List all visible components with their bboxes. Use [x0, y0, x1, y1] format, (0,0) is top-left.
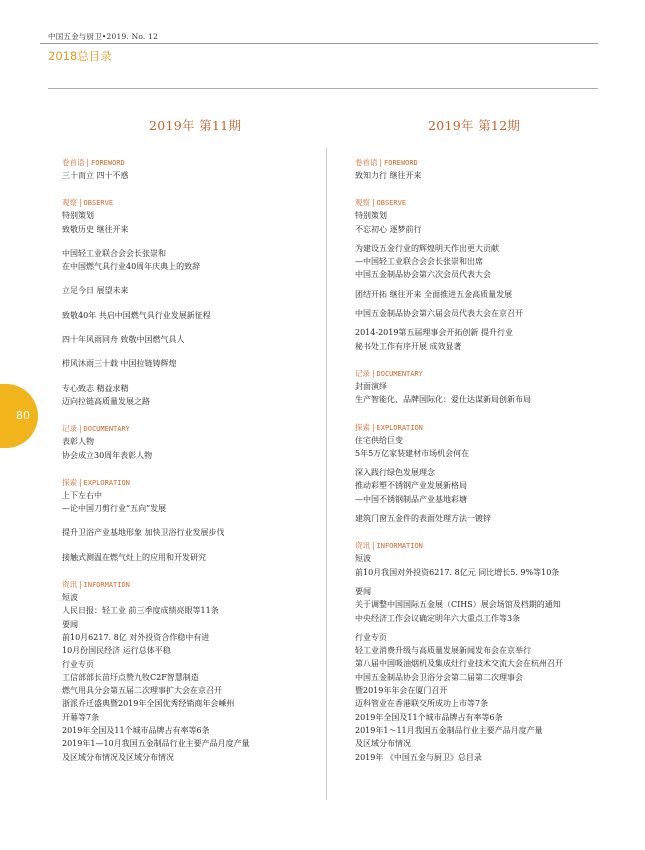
section-label-cn: 卷首语	[355, 158, 378, 167]
toc-entry[interactable]	[62, 551, 320, 564]
toc-entry-line: 特别策划	[355, 211, 387, 221]
toc-entry-line: 2019年全国及11个城市品牌占有率等6条	[62, 726, 210, 736]
toc-entry-line: 第八届中国吸油烟机及集成灶行业技术交流大会在杭州召开	[355, 659, 563, 669]
toc-entry-line: 表彰人物	[62, 437, 94, 447]
toc-section	[62, 564, 320, 764]
toc-entry[interactable]	[355, 631, 605, 764]
toc-section	[62, 157, 320, 182]
section-label	[355, 197, 605, 209]
toc-entry[interactable]	[62, 382, 320, 409]
header-rule	[40, 43, 598, 44]
toc-entry-line: 短波	[62, 593, 78, 603]
toc-entry-line: 秘书处工作有序开展 成效显著	[355, 341, 462, 351]
section-label	[62, 477, 320, 489]
section-label	[62, 423, 320, 435]
item-gap	[62, 515, 320, 526]
section-gap	[355, 353, 605, 368]
section-label-divider: |	[372, 368, 375, 378]
item-gap	[62, 298, 320, 309]
section-label	[355, 422, 605, 434]
toc-column-left	[62, 157, 320, 764]
section-label-cn: 资讯	[355, 541, 370, 551]
toc-entry[interactable]	[62, 591, 320, 764]
toc-entry-line: 人民日报：轻工业 前三季度成绩亮眼等11条	[62, 606, 219, 616]
toc-entry-line: 特别策划	[62, 211, 94, 221]
toc-entry-line: 协会成立30周年表彰人物	[62, 450, 153, 460]
section-gap	[355, 525, 605, 540]
toc-entry[interactable]	[62, 435, 320, 462]
item-gap	[62, 322, 320, 333]
item-gap	[62, 540, 320, 551]
toc-entry[interactable]	[355, 466, 605, 506]
toc-section	[62, 408, 320, 462]
toc-section	[62, 462, 320, 564]
section-label-cn: 观察	[62, 198, 77, 208]
section-label	[355, 368, 605, 380]
toc-entry-line: 封面演绎	[355, 381, 387, 391]
toc-entry-line: 立足今日 展望未来	[62, 286, 129, 296]
toc-entry-line: 及区域分布情况及区域分布情况	[62, 752, 174, 762]
section-gap	[62, 564, 320, 579]
toc-entry-line: 开幕等7条	[62, 712, 100, 722]
section-label-divider: |	[372, 541, 375, 551]
section-label-en: INFORMATION	[376, 542, 423, 551]
toc-entry-line: 提升卫浴产业基地形象 加快卫浴行业发展步伐	[62, 528, 225, 538]
toc-entry-line: —中国不锈钢制品产业基地彩塘	[355, 494, 467, 504]
toc-section	[355, 525, 605, 763]
toc-entry-line: 不忘初心 逐梦前行	[355, 224, 422, 234]
toc-entry-line: 迈向拉链高质量发展之路	[62, 396, 150, 406]
separator-rule	[48, 88, 598, 89]
section-label-en: DOCUMENTARY	[83, 425, 130, 434]
section-label-cn: 观察	[355, 198, 370, 208]
toc-column-right	[355, 157, 605, 764]
toc-entry[interactable]	[62, 489, 320, 516]
section-label-cn: 资讯	[62, 580, 77, 590]
toc-entry-line: 5年5万亿家装建材市场机会何在	[355, 448, 470, 458]
toc-entry-line: 上下左右中	[62, 490, 102, 500]
toc-entry[interactable]	[355, 209, 605, 236]
item-gap	[62, 236, 320, 247]
toc-entry[interactable]	[355, 380, 605, 407]
section-label-en: INFORMATION	[83, 581, 130, 590]
toc-entry[interactable]	[355, 242, 605, 282]
toc-entry-line: 2019年1～11月我国五金制品行业主要产品月度产量	[355, 725, 543, 735]
page-number: 80	[16, 409, 30, 422]
column-divider	[326, 148, 327, 800]
toc-entry-line: 致知力行 继往开来	[355, 171, 422, 180]
section-title: 2018总目录	[48, 49, 112, 63]
toc-entry[interactable]	[62, 526, 320, 539]
toc-entry[interactable]	[62, 209, 320, 236]
toc-entry-line: 在中国燃气具行业40周年庆典上的致辞	[62, 262, 201, 272]
toc-entry-line: 燃气用具分会第五届二次理事扩大会在京召开	[62, 686, 222, 696]
toc-entry[interactable]	[355, 169, 605, 182]
toc-entry[interactable]	[355, 326, 605, 353]
section-label-divider: |	[86, 158, 90, 167]
toc-entry[interactable]	[62, 309, 320, 322]
toc-entry-line: 浙派乔迁盛典暨2019年全国优秀经销商年会嵊州	[62, 699, 235, 709]
toc-section	[355, 353, 605, 407]
toc-section	[62, 182, 320, 408]
toc-entry-line: 前10月6217. 8亿 对外投资合作稳中有进	[62, 632, 210, 642]
toc-entry[interactable]	[62, 357, 320, 370]
toc-section	[355, 182, 605, 353]
toc-entry-line: —中国轻工业联合会会长张崇和出席	[355, 257, 483, 267]
item-gap	[62, 346, 320, 357]
toc-entry-line: 短波	[355, 554, 371, 564]
toc-entry-line: 推动彩塑不锈钢产业发展新格局	[355, 481, 467, 491]
toc-entry-line: 迈科管业在香港联交所成功上市等7条	[355, 699, 489, 709]
toc-entry-line: 2014-2019第五届理事会开拓创新 提升行业	[355, 328, 513, 338]
section-label-en: OBSERVE	[83, 199, 114, 208]
toc-entry-line: 栉风沐雨三十载 中国拉链铸辉煌	[62, 359, 177, 369]
toc-entry-line: 中央经济工作会议确定明年六大重点工作等3条	[355, 613, 521, 623]
running-head: 中国五金与厨卫•2019. No. 12	[48, 32, 159, 41]
section-label-cn: 探索	[355, 422, 370, 432]
section-label-cn: 探索	[62, 477, 77, 487]
toc-entry-line: 前10月我国对外投资6217. 8亿元 同比增长5. 9%等10条	[355, 567, 560, 577]
toc-entry-line: 生产智能化、品牌国际化：爱仕达谋新局创新布局	[355, 395, 531, 405]
toc-entry[interactable]	[355, 434, 605, 461]
toc-entry-line: 接触式测温在燃气灶上的应用和开发研究	[62, 552, 206, 562]
toc-entry[interactable]	[355, 585, 605, 625]
toc-entry-line: 2019年全国及11个城市品牌占有率等6条	[355, 712, 503, 722]
toc-entry[interactable]	[62, 284, 320, 297]
toc-entry[interactable]	[355, 288, 605, 301]
section-label-cn: 卷首语	[62, 158, 85, 167]
toc-entry-line: —论中国刀剪行业“五向”发展	[62, 504, 167, 514]
toc-entry[interactable]	[355, 307, 605, 320]
toc-entry-line: 及区域分布情况	[355, 739, 411, 749]
toc-entry-line: 团结开拓 继往开来 全面推进五金高质量发展	[355, 289, 513, 299]
toc-entry-line: 中国五金制品协会第六届会员代表大会在京召开	[355, 309, 523, 319]
item-gap	[62, 273, 320, 284]
section-label-divider: |	[79, 198, 82, 208]
section-label	[62, 157, 320, 169]
toc-entry[interactable]	[62, 169, 320, 182]
toc-entry-line: 轻工业消费升级与高质量发展新闻发布会在京举行	[355, 646, 531, 656]
section-gap	[355, 407, 605, 422]
toc-entry-line: 中国轻工业联合会会长张崇和	[62, 248, 166, 258]
toc-entry-line: 中国五金制品协会卫浴分会第二届第二次理事会	[355, 672, 523, 682]
toc-entry-line: 要闻	[62, 619, 78, 629]
toc-entry[interactable]	[62, 247, 320, 274]
section-label-en: FOREWORD	[91, 159, 125, 167]
section-label-en: EXPLORATION	[83, 478, 130, 487]
section-label-en: FOREWORD	[384, 159, 418, 167]
section-gap	[62, 462, 320, 477]
section-gap	[355, 182, 605, 197]
toc-entry[interactable]	[355, 512, 605, 525]
toc-entry-line: 工信部部长苗圩点赞九牧C2F智慧制造	[62, 672, 199, 682]
toc-entry-line: 2019年 《中国五金与厨卫》总目录	[355, 752, 482, 762]
section-label-divider: |	[372, 422, 375, 432]
toc-entry-line: 行业专页	[62, 659, 94, 669]
section-gap	[62, 182, 320, 197]
toc-entry-line: 住宅供给巨变	[355, 435, 403, 445]
toc-section	[355, 157, 605, 182]
toc-entry-line: 要闻	[355, 586, 371, 596]
section-label-cn: 记录	[355, 368, 370, 378]
section-label	[62, 197, 320, 209]
section-label-en: OBSERVE	[376, 199, 407, 208]
page-number-tab	[0, 384, 38, 448]
toc-entry-line: 暨2019年年会在厦门召开	[355, 686, 448, 696]
toc-entry-line: 三十而立 四十不惑	[62, 171, 129, 180]
toc-entry[interactable]	[355, 552, 605, 579]
issue-title-12: 2019年 第12期	[428, 118, 521, 133]
section-label	[355, 157, 605, 169]
toc-entry-line: 深入践行绿色发展理念	[355, 468, 435, 478]
section-label	[62, 579, 320, 591]
toc-entry-line: 致敬40年 共启中国燃气具行业发展新征程	[62, 310, 211, 320]
toc-entry-line: 关于调整中国国际五金展（CIHS）展会场馆及档期的通知	[355, 600, 561, 610]
toc-entry-line: 致敬历史 继往开来	[62, 224, 129, 234]
toc-entry-line: 为建设五金行业的辉煌明天作出更大贡献	[355, 243, 499, 253]
section-gap	[62, 408, 320, 423]
toc-entry-line: 建筑门窗五金件的表面处理方法一镀锌	[355, 514, 491, 524]
toc-entry-line: 行业专页	[355, 632, 387, 642]
section-label-divider: |	[79, 477, 82, 487]
toc-entry-line: 2019年1—10月我国五金制品行业主要产品月度产量	[62, 739, 250, 749]
toc-entry-line: 专心致志 精益求精	[62, 383, 129, 393]
section-label-divider: |	[372, 198, 375, 208]
section-label-divider: |	[379, 158, 383, 167]
toc-section	[355, 407, 605, 526]
section-label-en: EXPLORATION	[376, 423, 423, 432]
section-label-en: DOCUMENTARY	[376, 369, 423, 378]
item-gap	[62, 371, 320, 382]
section-label	[355, 540, 605, 552]
toc-entry-line: 中国五金制品协会第六次会员代表大会	[355, 270, 491, 280]
toc-entry[interactable]	[62, 333, 320, 346]
section-label-cn: 记录	[62, 424, 77, 434]
toc-entry-line: 10月份国民经济 运行总体平稳	[62, 646, 171, 656]
section-label-divider: |	[79, 580, 82, 590]
toc-entry-line: 四十年风雨同舟 致敬中国燃气具人	[62, 335, 185, 345]
issue-title-11: 2019年 第11期	[149, 118, 242, 133]
section-label-divider: |	[79, 424, 82, 434]
